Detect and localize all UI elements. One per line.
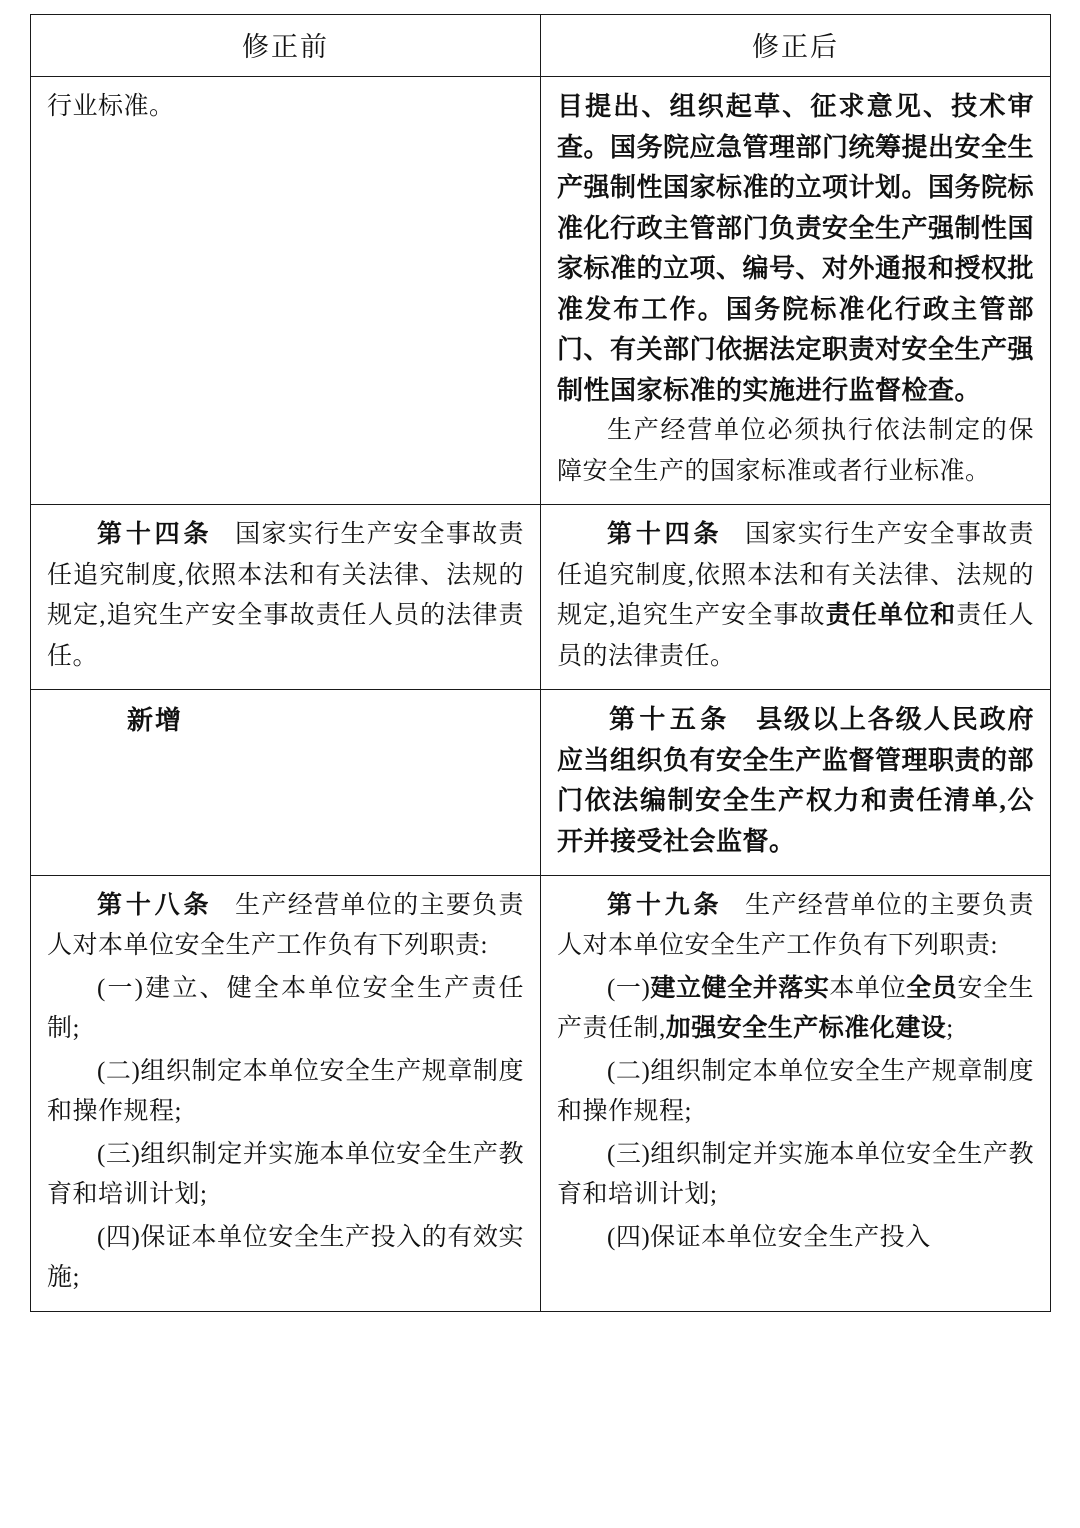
article-number: 第十九条 (607, 891, 723, 919)
seg: ; (946, 1015, 954, 1043)
seg: 本单位 (829, 974, 907, 1002)
article-number: 第十五条 (609, 705, 731, 735)
cell-before-4 (31, 875, 541, 1311)
paragraph: (二)组织制定本单位安全生产规章制度和操作规程; (47, 1057, 524, 1126)
article-number: 第十八条 (97, 891, 213, 919)
paragraph: 生产经营单位必须执行依法制定的保障安全生产的国家标准或者行业标准。 (557, 417, 1034, 485)
paragraph (557, 886, 1034, 967)
paragraph-bold: 目提出、组织起草、征求意见、技术审查。国务院应急管理部门统筹提出安全生产强制性国家标准的立项计划。国务院标准化行政主管部门负责安全生产强制性国家标准的立项、编号、对外通报和授权批准发布工作。国务院标准化行政主管部门、有关部门依据法定职责对安全生产强制性国家标准的实施进行监督检查。 (557, 92, 1035, 405)
cell-before-1 (31, 77, 541, 505)
article-number: 第十四条 (607, 521, 723, 549)
seg: (一) (607, 974, 651, 1002)
seg: 安全生产责任制, (557, 974, 1034, 1043)
paragraph-mixed (557, 969, 1034, 1050)
article-text: 生产经营单位的主要负责人对本单位安全生产工作负有下列职责: (557, 891, 1034, 960)
paragraph: (四)保证本单位安全生产投入的有效实施; (47, 1223, 524, 1292)
seg-added: 建立健全并落实 (650, 974, 830, 1002)
table-row (31, 690, 1051, 875)
article-text-post: 责任人员的法律责任。 (557, 602, 1034, 670)
paragraph (557, 515, 1034, 677)
article-text-added: 责任单位和 (825, 602, 957, 630)
paragraph-bold (557, 700, 1034, 862)
cell-after-2 (541, 505, 1051, 690)
cell-before-3 (31, 690, 541, 875)
paragraph (47, 515, 524, 677)
table-row (31, 505, 1051, 690)
table-header-row (31, 15, 1051, 77)
paragraph: (四)保证本单位安全生产投入 (607, 1223, 931, 1251)
article-text: 国家实行生产安全事故责任追究制度,依照本法和有关法律、法规的规定,追究生产安全事故责任人员的法律责任。 (47, 521, 524, 670)
seg-added: 加强安全生产标准化建设 (665, 1015, 947, 1043)
paragraph (47, 886, 524, 967)
new-clause-label: 新增 (127, 706, 184, 736)
cell-after-1 (541, 77, 1051, 505)
paragraph: (一)建立、健全本单位安全生产责任制; (47, 974, 524, 1043)
cell-after-3 (541, 690, 1051, 875)
table-row (31, 77, 1051, 505)
amendment-comparison-table (30, 14, 1051, 1312)
cell-after-4 (541, 875, 1051, 1311)
paragraph: (二)组织制定本单位安全生产规章制度和操作规程; (557, 1057, 1034, 1126)
article-text: 生产经营单位的主要负责人对本单位安全生产工作负有下列职责: (47, 891, 524, 960)
paragraph: 行业标准。 (47, 93, 175, 120)
article-number: 第十四条 (97, 521, 213, 549)
paragraph: (三)组织制定并实施本单位安全生产教育和培训计划; (47, 1140, 524, 1209)
paragraph: (三)组织制定并实施本单位安全生产教育和培训计划; (557, 1140, 1034, 1209)
seg-added: 全员 (906, 974, 958, 1002)
article-text-pre: 国家实行生产安全事故责任追究制度,依照本法和有关法律、法规的规定,追究生产安全事故 (557, 521, 1034, 630)
cell-before-2 (31, 505, 541, 690)
article-text: 县级以上各级人民政府应当组织负有安全生产监督管理职责的部门依法编制安全生产权力和责任清单,公开并接受社会监督。 (557, 705, 1035, 857)
column-header-after: 修正后 (541, 15, 1051, 77)
table-row (31, 875, 1051, 1311)
column-header-before: 修正前 (31, 15, 541, 77)
